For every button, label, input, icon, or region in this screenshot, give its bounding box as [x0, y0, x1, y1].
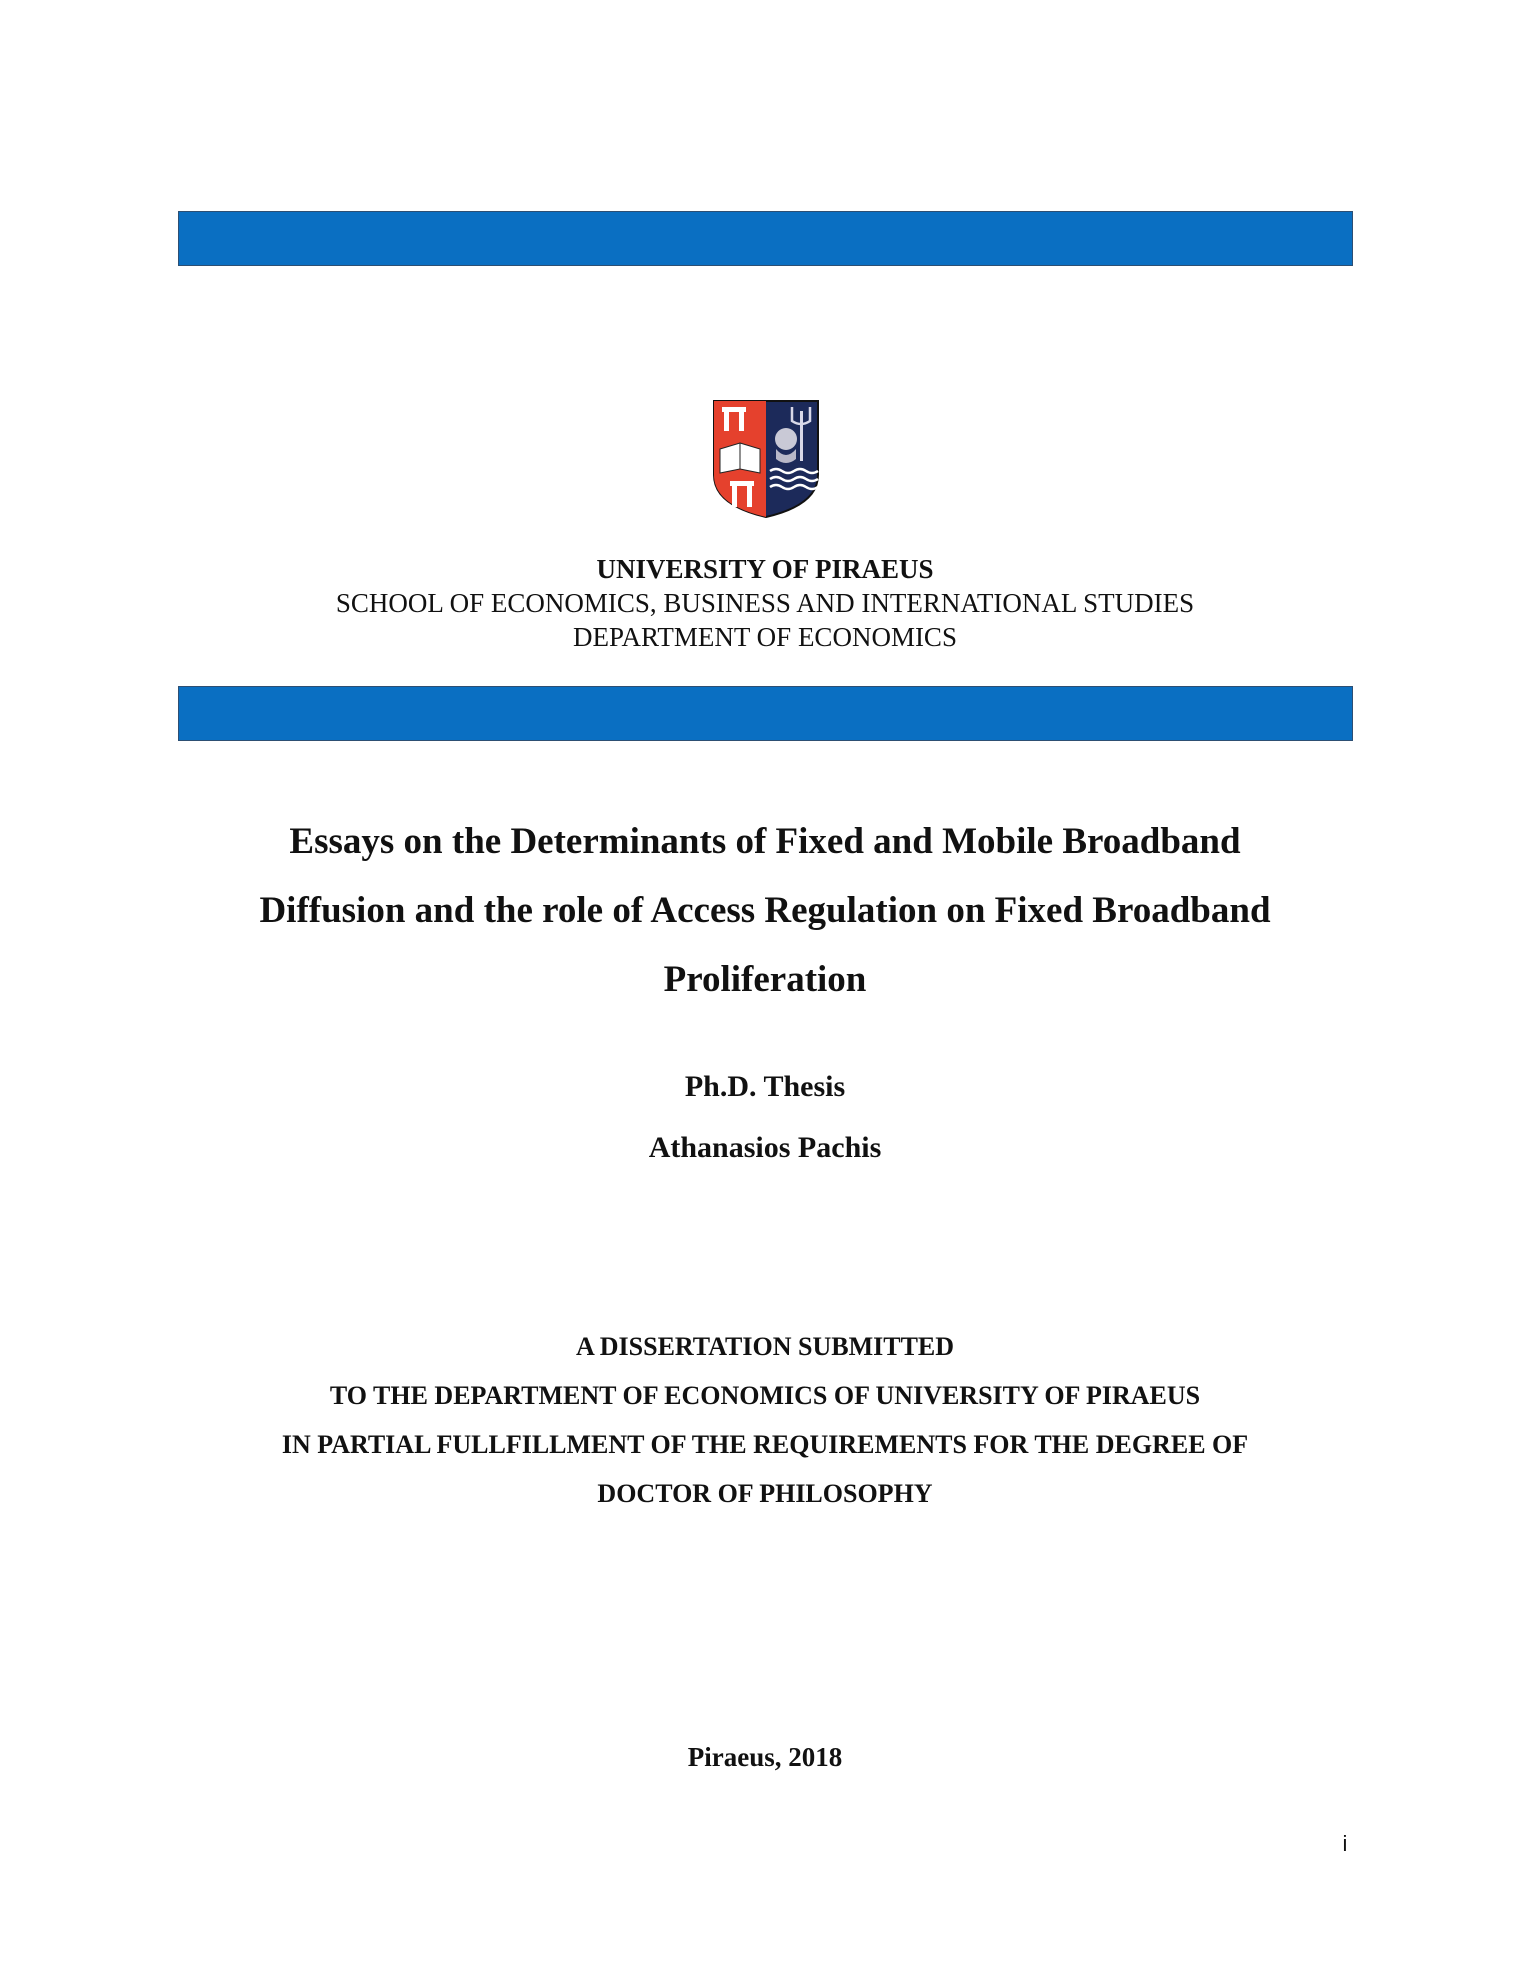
middle-blue-band: [178, 686, 1353, 741]
thesis-type: Ph.D. Thesis: [684, 1070, 846, 1103]
thesis-title-line: Essays on the Determinants of Fixed and Mobile Broadband: [289, 821, 1241, 862]
page-number: i: [1342, 1831, 1348, 1856]
submission-line: A DISSERTATION SUBMITTED: [575, 1332, 955, 1361]
submission-line: TO THE DEPARTMENT OF ECONOMICS OF UNIVERSITY OF PIRAEUS: [329, 1381, 1201, 1410]
place-and-year: Piraeus, 2018: [687, 1742, 843, 1772]
thesis-title: [190, 807, 1340, 1014]
department-name: DEPARTMENT OF ECONOMICS: [573, 622, 957, 652]
thesis-title-line: Diffusion and the role of Access Regulation on Fixed Broadband: [259, 890, 1271, 931]
submission-line: DOCTOR OF PHILOSOPHY: [597, 1479, 933, 1508]
author-name: Athanasios Pachis: [648, 1131, 882, 1164]
thesis-title-line: Proliferation: [663, 959, 867, 1000]
top-blue-band: [178, 211, 1353, 266]
university-crest-icon: [710, 397, 822, 519]
submission-statement: [0, 1322, 1530, 1518]
submission-line: IN PARTIAL FULLFILLMENT OF THE REQUIREMENTS FOR THE DEGREE OF: [281, 1430, 1249, 1459]
school-name: SCHOOL OF ECONOMICS, BUSINESS AND INTERNATIONAL STUDIES: [335, 588, 1195, 618]
university-name: UNIVERSITY OF PIRAEUS: [596, 554, 934, 584]
